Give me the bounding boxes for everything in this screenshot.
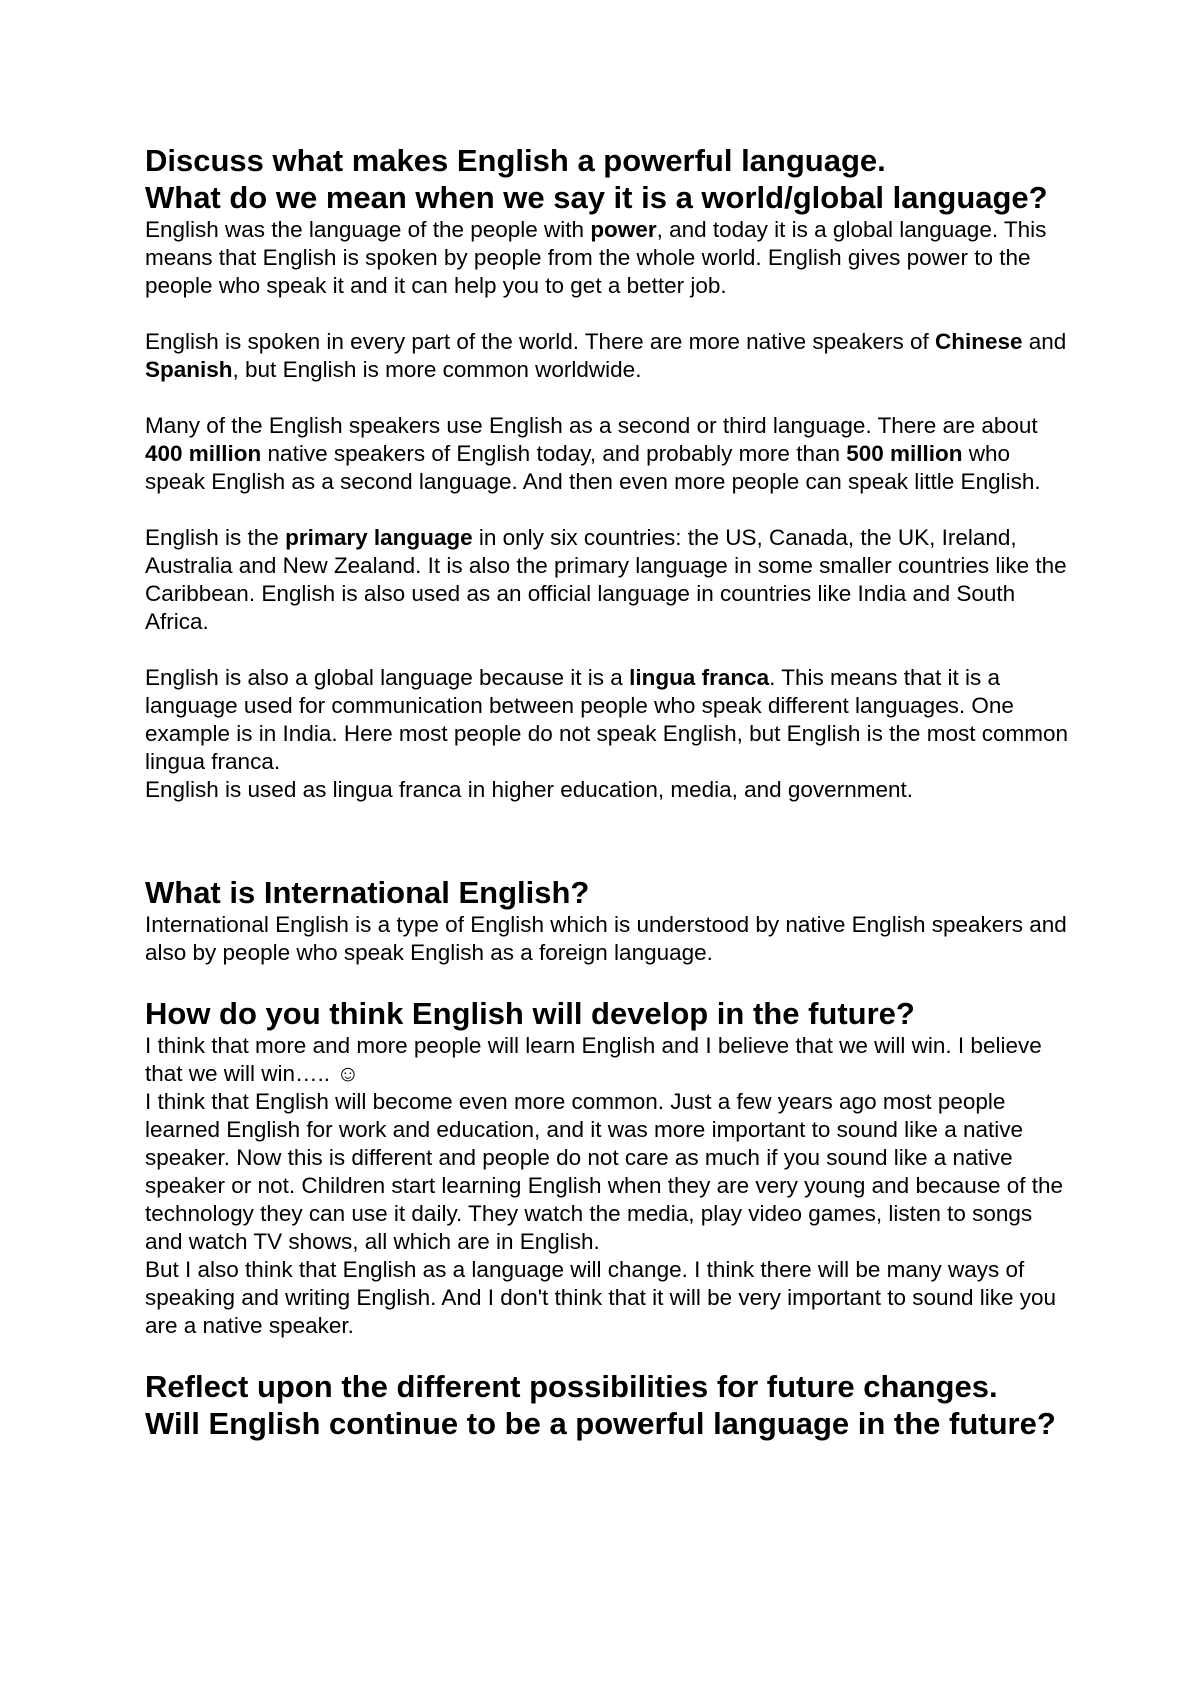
section1-paragraph-3 [145, 412, 1075, 496]
section1-paragraph-6: English is used as lingua franca in higher education, media, and government. [145, 777, 913, 802]
text-run: English is the [145, 525, 286, 550]
text-run: , but English is more common worldwide. [232, 357, 642, 382]
section1-heading [145, 142, 1075, 216]
section4-heading-line2: Will English continue to be a powerful language in the future? [145, 1406, 1056, 1441]
section3-paragraph-2: I think that English will become even more common. Just a few years ago most people learned English for work and education, and it was more important to sound like a native speaker. Now this is different and people do not care as much if you sound like a native speaker or not. Children start learning English when they are very young and because of the technology they can use it daily. They watch the media, play video games, listen to songs and watch TV shows, all which are in English. [145, 1089, 1064, 1254]
bold-term-primary-language: primary language [285, 525, 473, 550]
text-run: who speak English as a second language. And then even more people can speak little English. [145, 441, 1041, 494]
section1-paragraph-5 [145, 664, 1075, 776]
section2-paragraph-1: International English is a type of English which is understood by native English speakers and also by people who speak English as a foreign language. [145, 912, 1067, 965]
text-run: native speakers of English today, and probably more than [261, 441, 847, 466]
section4-heading-line1: Reflect upon the different possibilities for future changes. [145, 1369, 998, 1404]
section2-heading: What is International English? [145, 875, 590, 910]
text-run: English was the language of the people with [145, 217, 591, 242]
section3-paragraph-1: I think that more and more people will learn English and I believe that we will win. I believe that we will win….. ☺ [145, 1033, 1042, 1086]
text-run: English is also a global language because it is a [145, 665, 630, 690]
section1-heading-line1: Discuss what makes English a powerful language. [145, 143, 886, 178]
bold-term-lingua-franca: lingua franca [629, 665, 770, 690]
text-run: English is spoken in every part of the world. There are more native speakers of [145, 329, 935, 354]
text-run: in only six countries: the US, Canada, the UK, Ireland, Australia and New Zealand. It is also the primary language in some smaller countries like the Caribbean. English is also used as an official language in countries like India and South Africa. [145, 525, 1067, 634]
section3-paragraph-3: But I also think that English as a language will change. I think there will be many ways of speaking and writing English. And I don't think that it will be very important to sound like you are a native speaker. [145, 1257, 1057, 1338]
text-run: . This means that it is a language used for communication between people who speak different languages. One example is in India. Here most people do not speak English, but English is the most common lingua franca. [145, 665, 1068, 774]
bold-term-400-million: 400 million [145, 441, 262, 466]
document-page [145, 142, 1075, 1442]
section1-paragraph-2 [145, 328, 1075, 384]
section1-paragraph-1 [145, 216, 1075, 300]
section1-paragraph-4 [145, 524, 1075, 636]
bold-term-chinese: Chinese [934, 329, 1023, 354]
text-run: Many of the English speakers use English as a second or third language. There are about [145, 413, 1038, 438]
section1-heading-line2: What do we mean when we say it is a world/global language? [145, 180, 1048, 215]
text-run: , and today it is a global language. This means that English is spoken by people from the whole world. English gives power to the people who speak it and it can help you to get a better job. [145, 217, 1047, 298]
bold-term-500-million: 500 million [846, 441, 963, 466]
section3-heading: How do you think English will develop in the future? [145, 996, 915, 1031]
section4-heading [145, 1368, 1075, 1442]
text-run: and [1022, 329, 1067, 354]
bold-term-power: power [590, 217, 657, 242]
bold-term-spanish: Spanish [145, 357, 233, 382]
